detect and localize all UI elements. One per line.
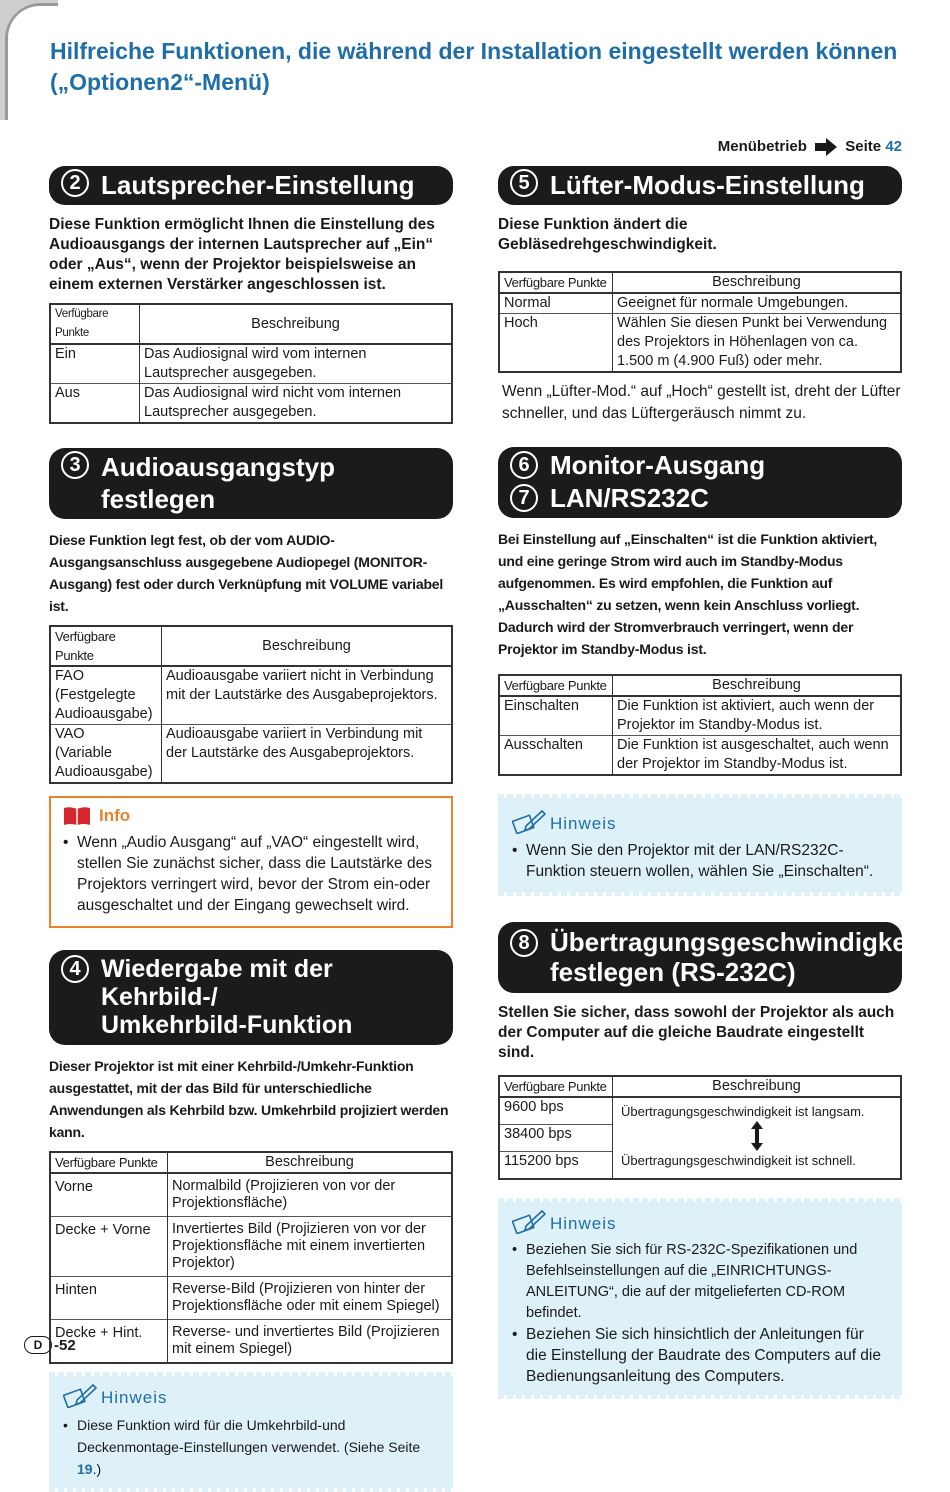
table-header-description: Beschreibung (162, 626, 453, 666)
table-cell-description: Invertiertes Bild (Projizieren von vor der Projektionsfläche mit einem invertierten Projektor) (168, 1217, 453, 1277)
section-title-line2: Umkehrbild-Funktion (101, 1011, 353, 1039)
note-text-end: .) (92, 1461, 102, 1477)
pencil-note-icon (512, 808, 546, 834)
left-column (49, 166, 453, 1492)
note-item: • Wenn Sie den Projektor mit der LAN/RS232C-Funktion steuern wollen, wählen Sie „Einschalten“. (512, 840, 888, 882)
note-header (512, 808, 888, 834)
note-title: Hinweis (550, 814, 617, 833)
info-list (63, 832, 439, 916)
monitor-lan-table (498, 674, 902, 776)
page-footer (24, 1336, 76, 1354)
menu-ref-page-link[interactable]: 42 (885, 138, 902, 155)
section-title: Audioausgangstyp festlegen (101, 452, 336, 514)
table-header-items: Verfügbare Punkte (50, 304, 140, 344)
section-heading-reverse-image (49, 950, 453, 1045)
table-header-description: Beschreibung (613, 675, 902, 696)
table-row (50, 344, 452, 384)
table-row (499, 696, 901, 736)
section-number-badge: 8 (510, 929, 538, 957)
section-title: Monitor-Ausgang (550, 450, 766, 480)
arrow-right-icon (815, 138, 837, 156)
table-cell-item: 38400 bps (499, 1125, 613, 1152)
section-title: Lüfter-Modus-Einstellung (550, 170, 865, 200)
table-header-items: Verfügbare Punkte (499, 675, 613, 696)
section-intro: Stellen Sie sicher, dass sowohl der Projektor als auch der Computer auf die gleiche Baudrate eingestellt sind. (498, 1004, 895, 1061)
table-row (50, 1173, 452, 1217)
info-item: • Wenn „Audio Ausgang“ auf „VAO“ eingestellt wird, stellen Sie zunächst sicher, dass die Lautstärke des Projektors verringert wird, bevor der Strom ein-oder ausgeschaltet und der Eingang gewechselt wird. (63, 832, 439, 916)
table-header-description: Beschreibung (140, 304, 453, 344)
item-name-detail: Audioausgabe) (55, 764, 153, 780)
table-cell-item: Ein (50, 344, 140, 384)
item-name: FAO (55, 668, 85, 684)
table-cell-description: Die Funktion ist ausgeschaltet, auch wenn der Projektor im Standby-Modus ist. (613, 736, 902, 776)
table-cell-description: Das Audiosignal wird nicht vom internen Lautsprecher ausgegeben. (140, 384, 453, 424)
language-badge: D (24, 1336, 52, 1354)
note-text: Diese Funktion wird für die Umkehrbild-und Deckenmontage-Einstellungen verwendet. (Siehe Seite (77, 1417, 421, 1455)
table-cell-description: Geeignet für normale Umgebungen. (613, 293, 902, 314)
note-box (498, 794, 902, 896)
section-intro: Bei Einstellung auf „Einschalten“ ist die Funktion aktiviert, und eine geringe Strom wird auch im Standby-Modus aufgenommen. Es wird empfohlen, die Funktion auf „Ausschalten“ zu setzen, wenn kein Anschluss vorliegt. Dadurch wird der Stromverbrauch verringert, wenn der Projektor im Standby-Modus ist. (498, 531, 878, 657)
section-heading-monitor-lan (498, 447, 902, 518)
table-cell-item: Hinten (50, 1277, 168, 1320)
table-header-items: Verfügbare Punkte (50, 626, 162, 666)
table-header-description: Beschreibung (613, 272, 902, 293)
table-header-items: Verfügbare Punkte (499, 272, 613, 293)
table-row (50, 384, 452, 424)
table-row (499, 1097, 901, 1125)
section-heading-baud-rate (498, 922, 923, 993)
section-intro: Diese Funktion legt fest, ob der vom AUDIO-Ausgangsanschluss ausgegebene Audiopegel (MONITOR-Ausgang) fest oder durch Verknüpfung mit VOLUME variabel ist. (49, 532, 444, 614)
page-link[interactable]: 19 (77, 1461, 93, 1477)
section-number-badge: 2 (61, 169, 89, 197)
table-cell-item: 9600 bps (499, 1097, 613, 1125)
speaker-options-table (49, 303, 453, 424)
table-row (50, 1277, 452, 1320)
section-title-line1: Wiedergabe mit der Kehrbild-/ (101, 955, 333, 1011)
table-cell-description: Wählen Sie diesen Punkt bei Verwendung des Projektors in Höhenlagen von ca. 1.500 m (4.900 Fuß) oder mehr. (613, 314, 902, 373)
table-header-description: Beschreibung (613, 1076, 902, 1097)
section-heading-audio-output (49, 448, 453, 519)
table-cell-item: Aus (50, 384, 140, 424)
fan-mode-note: Wenn „Lüfter-Mod.“ auf „Hoch“ gestellt ist, dreht der Lüfter schneller, und das Lüftergeräusch nimmt zu. (502, 383, 901, 422)
table-cell-item: Hoch (499, 314, 613, 373)
table-cell-description: Reverse-Bild (Projizieren von hinter der Projektionsfläche oder mit einem Spiegel) (168, 1277, 453, 1320)
page-title-line1: Hilfreiche Funktionen, die während der Installation eingestellt werden können (50, 38, 898, 64)
section-heading-fan-mode (498, 166, 902, 205)
section-intro: Diese Funktion ermöglicht Ihnen die Einstellung des Audioausgangs der internen Lautsprecher auf „Ein“ oder „Aus“, wenn der Projektor beispielsweise an einem externen Verstärker angeschlossen ist. (49, 216, 435, 293)
audio-output-table (49, 625, 453, 784)
double-arrow-vertical-icon (750, 1121, 764, 1151)
table-row (50, 1320, 452, 1364)
menu-ref-page-label: Seite (845, 138, 882, 155)
note-list (512, 840, 888, 882)
section-number-badge: 3 (61, 451, 89, 479)
table-row (499, 736, 901, 776)
item-name-detail: (Festgelegte (55, 687, 136, 703)
item-name-detail: Audioausgabe) (55, 706, 153, 722)
pencil-note-icon (63, 1382, 97, 1408)
table-header-items: Verfügbare Punkte (499, 1076, 613, 1097)
table-cell-item: Ausschalten (499, 736, 613, 776)
table-cell-description: Normalbild (Projizieren von vor der Projektionsfläche) (168, 1173, 453, 1217)
book-icon (63, 806, 91, 826)
note-list (63, 1414, 439, 1480)
table-cell-item: 115200 bps (499, 1152, 613, 1180)
table-cell-description: Audioausgabe variiert nicht in Verbindung mit der Lautstärke des Ausgabeprojektors. (162, 666, 453, 725)
section-title (550, 927, 923, 987)
fan-mode-table (498, 271, 902, 373)
table-cell-description: Audioausgabe variiert in Verbindung mit der Lautstärke des Ausgabeprojektors. (162, 725, 453, 784)
section-title: Lautsprecher-Einstellung (101, 170, 415, 200)
item-name-detail: (Variable (55, 745, 112, 761)
table-cell-item (50, 725, 162, 784)
section-number-badge: 4 (61, 955, 89, 983)
table-header-description: Beschreibung (168, 1152, 453, 1173)
menu-ref-label: Menübetrieb (717, 138, 807, 155)
reverse-image-table (49, 1151, 453, 1364)
section-number-badge: 6 (510, 451, 538, 479)
table-cell-item: Einschalten (499, 696, 613, 736)
section-number-badge: 5 (510, 169, 538, 197)
table-row (50, 1217, 452, 1277)
menu-reference (660, 138, 902, 156)
pencil-note-icon (512, 1208, 546, 1234)
note-box (49, 1372, 453, 1492)
page-title (50, 36, 920, 98)
item-name: VAO (55, 726, 85, 742)
table-cell-item: Decke + Hint. (50, 1320, 168, 1364)
baud-fast-text: Übertragungsgeschwindigkeit ist schnell. (621, 1153, 856, 1168)
table-cell-description: Die Funktion ist aktiviert, auch wenn der Projektor im Standby-Modus ist. (613, 696, 902, 736)
note-header (512, 1208, 888, 1234)
table-header-items: Verfügbare Punkte (50, 1152, 168, 1173)
info-title: Info (99, 806, 131, 825)
section-title: LAN/RS232C (550, 483, 709, 513)
info-box (49, 796, 453, 928)
table-cell-item: Vorne (50, 1173, 168, 1217)
section-intro: Diese Funktion ändert die Gebläsedrehgeschwindigkeit. (498, 216, 717, 253)
section-title (101, 955, 439, 1039)
section-title-line2: festlegen (RS-232C) (550, 957, 796, 987)
table-cell-description: Reverse- und invertiertes Bild (Projizieren mit einem Spiegel) (168, 1320, 453, 1364)
table-cell-item: Decke + Vorne (50, 1217, 168, 1277)
page-number: -52 (54, 1336, 76, 1354)
section-title-line1: Übertragungsgeschwindigkeit (550, 927, 923, 957)
section-number-badge: 7 (510, 484, 538, 512)
table-row (499, 293, 901, 314)
note-title: Hinweis (550, 1214, 617, 1233)
table-row (50, 725, 452, 784)
baud-rate-description (613, 1097, 902, 1179)
note-title: Hinweis (101, 1388, 168, 1407)
baud-rate-table (498, 1075, 902, 1180)
note-list (512, 1240, 888, 1387)
note-item: • Beziehen Sie sich für RS-232C-Spezifikationen und Befehlseinstellungen auf die „EINRICHTUNGS-ANLEITUNG“, die auf der mitgelieferten CD-ROM befindet. (512, 1240, 888, 1324)
table-cell-description: Das Audiosignal wird vom internen Lautsprecher ausgegeben. (140, 344, 453, 384)
table-row (499, 314, 901, 373)
page-title-line2: („Optionen2“-Menü) (50, 69, 270, 95)
table-row (50, 666, 452, 725)
table-cell-item: Normal (499, 293, 613, 314)
note-item (63, 1414, 439, 1480)
table-cell-item (50, 666, 162, 725)
info-header (63, 806, 439, 826)
right-column (498, 166, 923, 1399)
section-intro: Dieser Projektor ist mit einer Kehrbild-/Umkehr-Funktion ausgestattet, mit der das Bild für unterschiedliche Anwendungen als Kehrbild bzw. Umkehrbild projiziert werden kann. (49, 1058, 449, 1140)
note-header (63, 1382, 439, 1408)
note-item: • Beziehen Sie sich hinsichtlich der Anleitungen für die Einstellung der Baudrate des Computers auf die Bedienungsanleitung des Computers. (512, 1324, 888, 1387)
note-box (498, 1198, 902, 1399)
baud-slow-text: Übertragungsgeschwindigkeit ist langsam. (621, 1104, 865, 1119)
section-heading-speaker (49, 166, 453, 205)
